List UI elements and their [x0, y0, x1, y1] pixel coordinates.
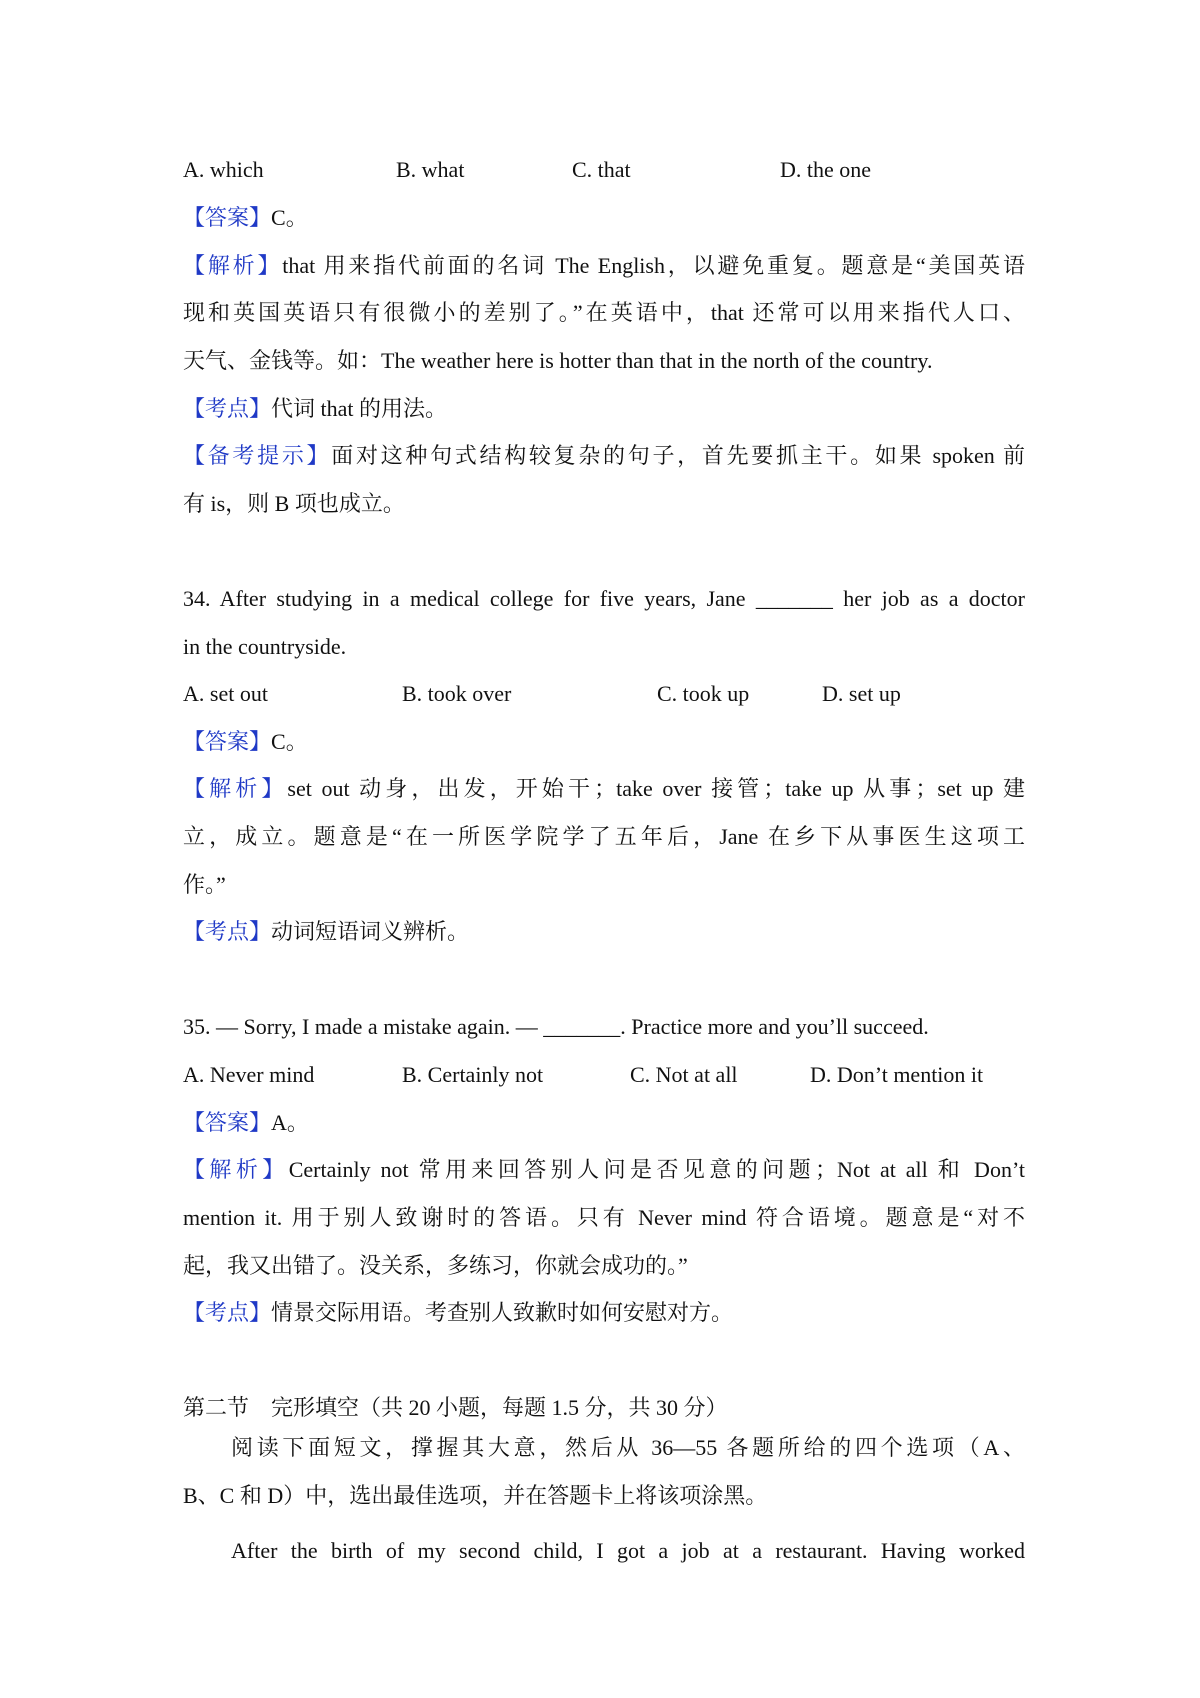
q35-option-c: C. Not at all — [630, 1062, 738, 1087]
analysis-text: set out 动身，出发，开始干；take over 接管；take up 从事；set up 建 — [287, 776, 1025, 801]
q35-option-b: B. Certainly not — [402, 1062, 544, 1087]
q34-option-d: D. set up — [822, 681, 901, 706]
q35-analysis-line-3: 起，我又出错了。没关系，多练习，你就会成功的。” — [183, 1253, 688, 1278]
q34-option-a: A. set out — [183, 681, 268, 706]
q33-option-d: D. the one — [780, 157, 872, 182]
q33-option-a: A. which — [183, 157, 264, 182]
tip-text: 面对这种句式结构较复杂的句子，首先要抓主干。如果 spoken 前 — [331, 443, 1025, 468]
q35-analysis-line-2: mention it. 用于别人致谢时的答语。只有 Never mind 符合语境。题意是“对不 — [183, 1205, 1025, 1230]
q33-analysis-line-1 — [183, 251, 1025, 281]
q34-answer — [183, 727, 1025, 757]
q35-option-a: A. Never mind — [183, 1062, 315, 1087]
analysis-tag: 【解析】 — [183, 776, 288, 801]
section-heading: 第二节 完形填空（共 20 小题，每题 1.5 分，共 30 分） — [183, 1395, 728, 1420]
q34-option-c: C. took up — [657, 681, 750, 706]
point-text: 动词短语词义辨析。 — [271, 919, 470, 944]
q35-analysis-line-1 — [183, 1155, 1025, 1185]
point-tag: 【考点】 — [183, 919, 272, 944]
q35-option-d: D. Don’t mention it — [810, 1062, 984, 1087]
answer-value: C。 — [271, 729, 308, 754]
q34-analysis-line-3: 作。” — [183, 872, 226, 897]
q35-stem: 35. — Sorry, I made a mistake again. — _______. Practice more and you’ll succeed. — [183, 1014, 929, 1039]
q34-analysis-line-2: 立，成立。题意是“在一所医学院学了五年后，Jane 在乡下从事医生这项工 — [183, 824, 1025, 849]
q35-answer — [183, 1108, 1025, 1138]
q33-point — [183, 394, 1025, 424]
point-text: 代词 that 的用法。 — [271, 396, 448, 421]
analysis-text: that 用来指代前面的名词 The English，以避免重复。题意是“美国英语 — [282, 253, 1025, 278]
q33-analysis-line-3: 天气、金钱等。如：The weather here is hotter than that in the north of the country. — [183, 348, 933, 373]
q33-answer — [183, 203, 1025, 233]
q33-tip-line-1 — [183, 441, 1025, 471]
q34-stem-line-2: in the countryside. — [183, 634, 347, 659]
analysis-text: Certainly not 常用来回答别人问是否见意的问题；Not at all 和 Don’t — [288, 1157, 1025, 1182]
point-tag: 【考点】 — [183, 396, 272, 421]
tip-tag: 【备考提示】 — [183, 443, 332, 468]
q34-option-b: B. took over — [402, 681, 512, 706]
q33-analysis-line-2: 现和英国英语只有很微小的差别了。”在英语中，that 还常可以用来指代人口、 — [183, 300, 1025, 325]
answer-tag: 【答案】 — [183, 1110, 272, 1135]
answer-tag: 【答案】 — [183, 729, 272, 754]
passage-line-1: After the birth of my second child, I got a job at a restaurant. Having worked — [231, 1538, 1025, 1563]
analysis-tag: 【解析】 — [183, 253, 283, 278]
q33-option-b: B. what — [396, 157, 465, 182]
q34-stem-line-1: 34. After studying in a medical college for five years, Jane _______ her job as a doctor — [183, 586, 1025, 611]
instruction-line-1: 阅读下面短文，撑握其大意，然后从 36—55 各题所给的四个选项（A、 — [231, 1435, 1025, 1460]
q33-tip-line-2: 有 is，则 B 项也成立。 — [183, 491, 405, 516]
instruction-line-2: B、C 和 D）中，选出最佳选项，并在答题卡上将该项涂黑。 — [183, 1483, 768, 1508]
q34-point — [183, 917, 1025, 947]
point-text: 情景交际用语。考查别人致歉时如何安慰对方。 — [271, 1300, 734, 1325]
q35-point — [183, 1298, 1025, 1328]
q33-option-c: C. that — [572, 157, 631, 182]
answer-tag: 【答案】 — [183, 205, 272, 230]
answer-value: C。 — [271, 205, 308, 230]
point-tag: 【考点】 — [183, 1300, 272, 1325]
answer-value: A。 — [271, 1110, 309, 1135]
analysis-tag: 【解析】 — [183, 1157, 289, 1182]
q34-analysis-line-1 — [183, 774, 1025, 804]
